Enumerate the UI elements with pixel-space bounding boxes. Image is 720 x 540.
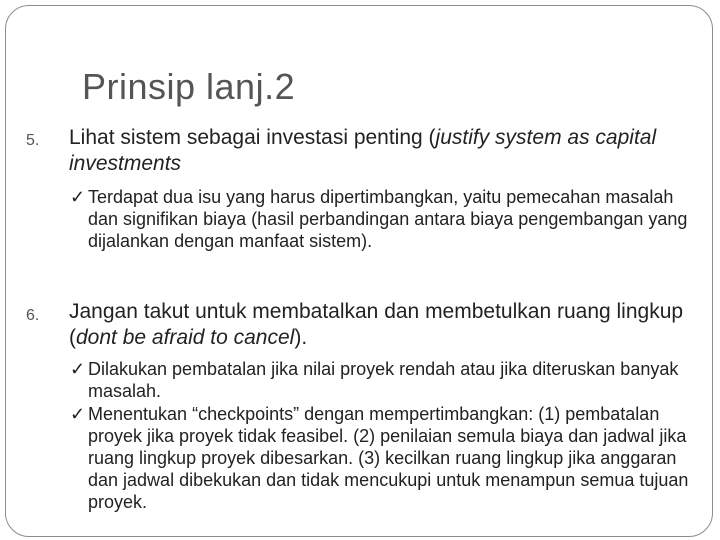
item-number: 5.	[26, 132, 40, 149]
slide-title: Prinsip lanj.2	[82, 66, 296, 107]
checkmark-icon: ✓	[70, 187, 86, 207]
item-text-italic: dont be afraid to cancel	[76, 326, 295, 349]
sub-bullet-text: Dilakukan pembatalan jika nilai proyek rendah atau jika diteruskan banyak masalah.	[88, 359, 679, 401]
item-text-b: ).	[294, 326, 308, 349]
item-main-text	[69, 299, 689, 351]
item-text-a: Jangan takut untuk membatalkan dan membetulkan ruang lingkup (	[69, 300, 684, 349]
sub-bullet	[70, 358, 700, 402]
sub-bullet	[70, 186, 700, 252]
item-main-text	[69, 125, 689, 177]
sub-bullet-text: Menentukan “checkpoints” dengan mempertimbangkan: (1) pembatalan proyek jika proyek tidak feasibel. (2) penilaian semula biaya dan jadwal jika ruang lingkup proyek dibesarkan. (3) kecilkan ruang lingkup jika anggaran dan jadwal dibekukan dan tidak mencukupi untuk menampun semua tujuan proyek.	[88, 404, 689, 512]
checkmark-icon: ✓	[70, 359, 86, 379]
sub-bullet	[70, 403, 700, 513]
sub-bullet-text: Terdapat dua isu yang harus dipertimbangkan, yaitu pemecahan masalah dan signifikan biaya (hasil perbandingan antara biaya pengembangan yang dijalankan dengan manfaat sistem).	[88, 187, 688, 251]
item-number: 6.	[26, 307, 40, 324]
checkmark-icon: ✓	[70, 404, 86, 424]
item-text-a: Lihat sistem sebagai investasi penting (	[69, 126, 436, 149]
item-text-italic: justify system as capital investments	[69, 126, 657, 175]
slide	[5, 5, 713, 537]
